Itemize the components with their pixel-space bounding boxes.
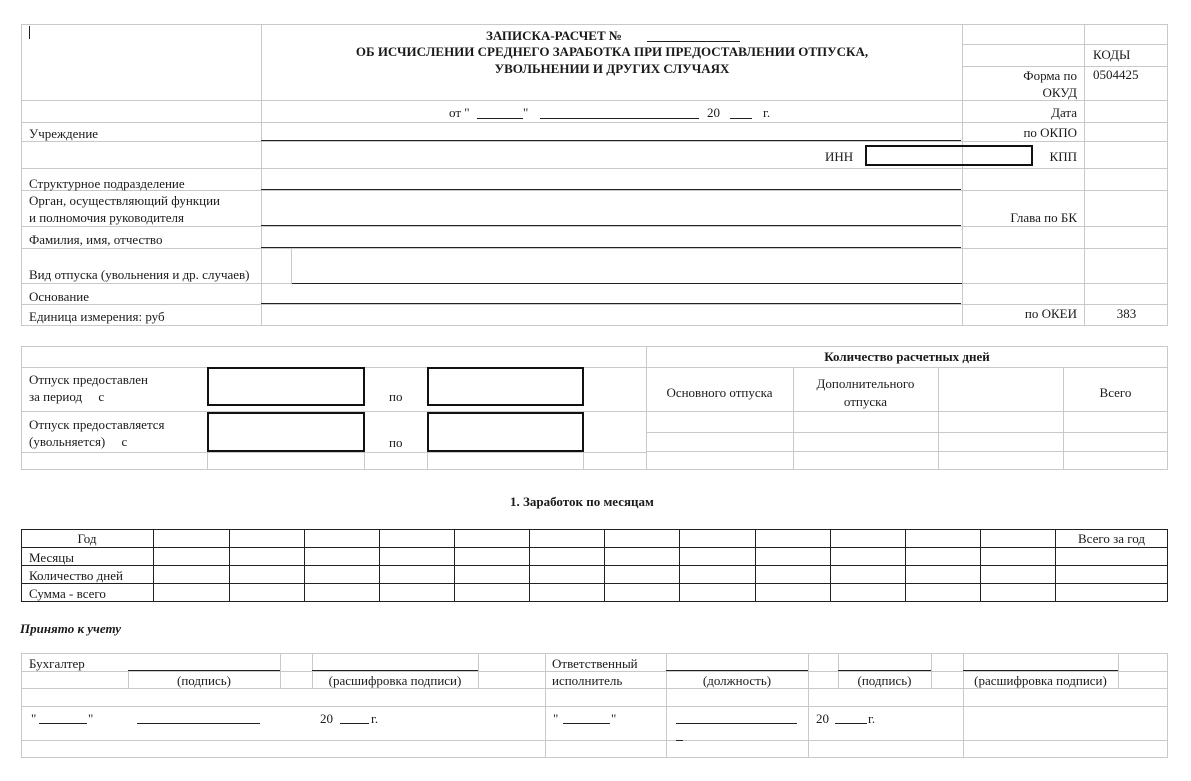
- date-year-prefix: 20: [707, 105, 720, 120]
- period-granted-label-2: за период с: [29, 389, 105, 404]
- codes-header: КОДЫ: [1093, 47, 1131, 62]
- days-col-extra-2: отпуска: [843, 394, 888, 409]
- full-name-label: Фамилия, имя, отчество: [29, 232, 163, 247]
- okei-label: по ОКЕИ: [1024, 306, 1077, 321]
- period-granted-label-1: Отпуск предоставлен: [29, 372, 148, 387]
- authority-label-1: Орган, осуществляющий функции: [29, 193, 220, 208]
- form-okud-code: 0504425: [1093, 67, 1139, 82]
- date-prefix: от ": [449, 105, 470, 120]
- accountant-signature-decode-field[interactable]: [312, 670, 478, 671]
- earnings-row-sum: Сумма - всего: [29, 586, 106, 601]
- date-quote-close: ": [523, 105, 529, 120]
- accountant-label: Бухгалтер: [29, 656, 85, 671]
- date-suffix: г.: [763, 105, 771, 120]
- accepted-date-quote-left: ": [31, 711, 37, 726]
- date-code-label: Дата: [1051, 105, 1077, 120]
- accepted-title: Принято к учету: [20, 621, 122, 636]
- period-granting-to-label: по: [389, 435, 403, 450]
- accepted-date-year-field[interactable]: [340, 723, 369, 724]
- bk-label: Глава по БК: [1010, 210, 1077, 225]
- accountant-signature-decode-caption: (расшифровка подписи): [328, 673, 462, 688]
- kpp-label: КПП: [1049, 149, 1077, 164]
- okpo-label: по ОКПО: [1023, 125, 1077, 140]
- earnings-row-months: Месяцы: [29, 550, 74, 565]
- accepted-date-year-prefix: 20: [320, 711, 333, 726]
- earnings-section-title: 1. Заработок по месяцам: [510, 494, 654, 509]
- accepted-date-quote-right: ": [88, 711, 94, 726]
- unit-label: Единица измерения: руб: [29, 309, 165, 324]
- accepted-date-year-suffix: г.: [371, 711, 379, 726]
- period-granting-label-2: (увольняется) с: [29, 434, 128, 449]
- responsible-date-day-field[interactable]: [563, 723, 610, 724]
- inn-label: ИНН: [825, 149, 854, 164]
- institution-label: Учреждение: [29, 126, 99, 141]
- days-col-total: Всего: [1099, 385, 1132, 400]
- days-col-main: Основного отпуска: [666, 385, 773, 400]
- accepted-date-day-field[interactable]: [39, 723, 87, 724]
- responsible-label-1: Ответственный: [552, 656, 638, 671]
- responsible-date-year-suffix: г.: [868, 711, 876, 726]
- form-subtitle-2: УВОЛЬНЕНИИ И ДРУГИХ СЛУЧАЯХ: [494, 61, 730, 76]
- responsible-date-month-field[interactable]: [676, 723, 797, 724]
- earnings-row-days: Количество дней: [29, 568, 123, 583]
- responsible-signature-decode-field[interactable]: [963, 670, 1118, 671]
- accountant-signature-field[interactable]: [128, 670, 280, 671]
- form-okud-label-2: ОКУД: [1042, 85, 1077, 100]
- earnings-row-year: Год: [77, 531, 97, 546]
- earnings-total-label: Всего за год: [1077, 531, 1146, 546]
- days-col-extra-1: Дополнительного: [816, 376, 915, 391]
- department-label: Структурное подразделение: [29, 176, 185, 191]
- period-granted-to-label: по: [389, 389, 403, 404]
- leave-type-label: Вид отпуска (увольнения и др. случаев): [29, 267, 250, 282]
- responsible-signature-field[interactable]: [838, 670, 931, 671]
- responsible-label-2: исполнитель: [552, 673, 623, 688]
- responsible-date-quote-left: ": [553, 711, 559, 726]
- responsible-signature-caption: (подпись): [857, 673, 912, 688]
- responsible-position-caption: (должность): [702, 673, 772, 688]
- responsible-date-year-field[interactable]: [835, 723, 867, 724]
- authority-label-2: и полномочия руководителя: [29, 210, 184, 225]
- responsible-date-quote-right: ": [611, 711, 617, 726]
- form-subtitle-1: ОБ ИСЧИСЛЕНИИ СРЕДНЕГО ЗАРАБОТКА ПРИ ПРЕДОСТАВЛЕНИИ ОТПУСКА,: [355, 44, 869, 59]
- days-table-title: Количество расчетных дней: [824, 349, 990, 364]
- responsible-date-year-prefix: 20: [816, 711, 829, 726]
- accountant-signature-caption: (подпись): [177, 673, 231, 688]
- basis-label: Основание: [29, 289, 90, 304]
- form-okud-label-1: Форма по: [1023, 68, 1077, 83]
- accepted-date-month-field[interactable]: [137, 723, 260, 724]
- responsible-signature-decode-caption: (расшифровка подписи): [974, 673, 1107, 688]
- responsible-position-field[interactable]: [666, 670, 808, 671]
- period-granting-label-1: Отпуск предоставляется: [29, 417, 165, 432]
- form-title: ЗАПИСКА-РАСЧЕТ №: [486, 28, 622, 43]
- okei-code: 383: [1116, 306, 1137, 321]
